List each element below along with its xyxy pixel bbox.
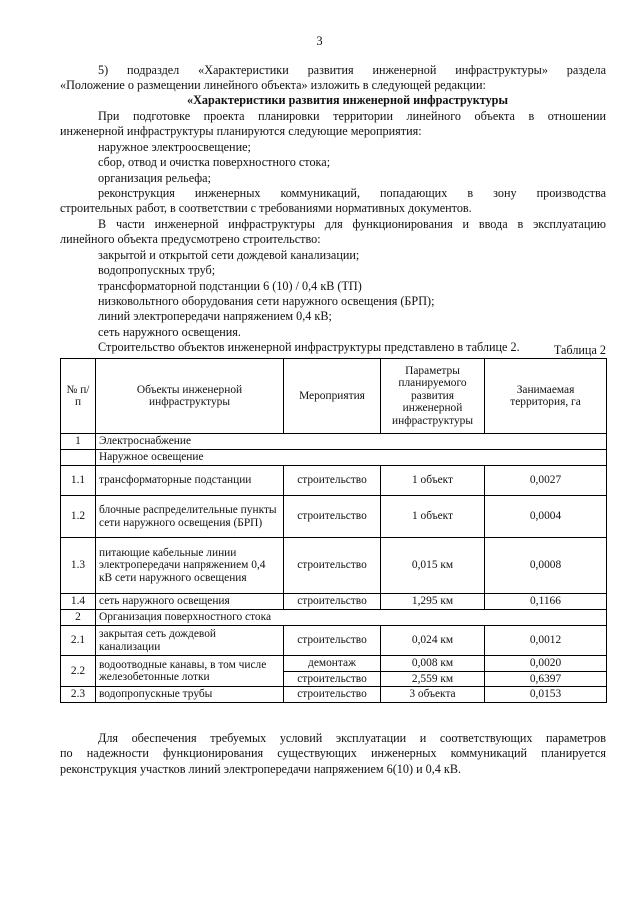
row-num: 1.1 — [61, 466, 96, 496]
intro-line-2: «Положение о размещении линейного объекта» изложить в следующей редакции: — [60, 78, 486, 92]
row-area: 0,0004 — [485, 496, 607, 538]
row-area: 0,1166 — [485, 594, 607, 610]
row-num: 1.4 — [61, 594, 96, 610]
section-num: 1 — [61, 434, 96, 450]
row-object: блочные распределительные пункты сети наружного освещения (БРП) — [96, 496, 284, 538]
closing-line-1: Для обеспечения требуемых условий эксплуатации и соответствующих параметров — [98, 731, 606, 745]
header-measures: Мероприятия — [284, 359, 381, 434]
row-num: 2.3 — [61, 687, 96, 703]
row-measure: демонтаж — [284, 656, 381, 672]
page-number: 3 — [316, 34, 323, 48]
para1-line-1: При подготовке проекта планировки территории линейного объекта в отношении — [98, 109, 606, 123]
para1-line-2: инженерной инфраструктуры планируются следующие мероприятия: — [60, 124, 422, 138]
row-param: 1 объект — [381, 496, 485, 538]
header-num: № п/п — [61, 359, 96, 434]
row-object: закрытая сеть дождевой канализации — [96, 626, 284, 656]
table-row — [61, 538, 607, 594]
table-section-row — [61, 434, 607, 450]
row-area: 0,0008 — [485, 538, 607, 594]
construction-item: трансформаторной подстанции 6 (10) / 0,4 кВ (ТП) — [98, 279, 362, 293]
row-param: 2,559 км — [381, 671, 485, 687]
header-area: Занимаемая территория, га — [485, 359, 607, 434]
row-measure: строительство — [284, 671, 381, 687]
construction-item: закрытой и открытой сети дождевой канализации; — [98, 248, 360, 262]
row-area: 0,6397 — [485, 671, 607, 687]
row-area: 0,0012 — [485, 626, 607, 656]
closing-line-2: по надежности функционирования существующих инженерных коммуникаций планируется — [60, 746, 606, 760]
header-objects: Объекты инженерной инфраструктуры — [96, 359, 284, 434]
table-row — [61, 626, 607, 656]
row-object: водоотводные канавы, в том числе железобетонные лотки — [96, 656, 284, 687]
table-row — [61, 466, 607, 496]
construction-item: сеть наружного освещения. — [98, 325, 241, 339]
measure-item: сбор, отвод и очистка поверхностного стока; — [98, 155, 331, 169]
closing-line-3: реконструкция участков линий электропередачи напряжением 6(10) и 0,4 кВ. — [60, 762, 462, 776]
row-area: 0,0020 — [485, 656, 607, 672]
table-row — [61, 656, 607, 672]
row-num: 2.2 — [61, 656, 96, 687]
section-heading: «Характеристики развития инженерной инфраструктуры — [187, 93, 508, 107]
subsection-title: Наружное освещение — [96, 450, 607, 466]
row-param: 0,015 км — [381, 538, 485, 594]
measure-item-4-line-2: строительных работ, в соответствии с требованиями нормативных документов. — [60, 201, 472, 215]
measure-item: наружное электроосвещение; — [98, 140, 251, 154]
table-subsection-row — [61, 450, 607, 466]
row-area: 0,0027 — [485, 466, 607, 496]
header-params: Параметры планируемого развития инженерной инфраструктуры — [381, 359, 485, 434]
row-object: сеть наружного освещения — [96, 594, 284, 610]
row-num: 1.3 — [61, 538, 96, 594]
row-measure: строительство — [284, 594, 381, 610]
table-section-row — [61, 610, 607, 626]
construction-item: низковольтного оборудования сети наружного освещения (БРП); — [98, 294, 435, 308]
row-object: трансформаторные подстанции — [96, 466, 284, 496]
row-measure: строительство — [284, 626, 381, 656]
table-caption: Таблица 2 — [553, 343, 606, 357]
row-object: водопропускные трубы — [96, 687, 284, 703]
section-title: Организация поверхностного стока — [96, 610, 607, 626]
infrastructure-table — [60, 358, 607, 703]
para2-line-2: линейного объекта предусмотрено строительство: — [60, 232, 321, 246]
row-param: 3 объекта — [381, 687, 485, 703]
row-object: питающие кабельные линии электропередачи напряжением 0,4 кВ сети наружного освещения — [96, 538, 284, 594]
row-measure: строительство — [284, 687, 381, 703]
row-param: 1,295 км — [381, 594, 485, 610]
section-num: 2 — [61, 610, 96, 626]
row-param: 0,008 км — [381, 656, 485, 672]
table-row — [61, 687, 607, 703]
row-measure: строительство — [284, 466, 381, 496]
section-title: Электроснабжение — [96, 434, 607, 450]
table-header-row — [61, 359, 607, 434]
construction-item: линий электропередачи напряжением 0,4 кВ; — [98, 309, 332, 323]
table-intro: Строительство объектов инженерной инфраструктуры представлено в таблице 2. — [98, 340, 520, 354]
measure-item-4-line-1: реконструкция инженерных коммуникаций, попадающих в зону производства — [98, 186, 606, 200]
construction-item: водопропускных труб; — [98, 263, 216, 277]
row-measure: строительство — [284, 496, 381, 538]
table-row — [61, 496, 607, 538]
row-num: 2.1 — [61, 626, 96, 656]
para2-line-1: В части инженерной инфраструктуры для функционирования и ввода в эксплуатацию — [98, 217, 606, 231]
row-param: 0,024 км — [381, 626, 485, 656]
row-num: 1.2 — [61, 496, 96, 538]
table-row — [61, 594, 607, 610]
row-area: 0,0153 — [485, 687, 607, 703]
measure-item: организация рельефа; — [98, 171, 211, 185]
row-param: 1 объект — [381, 466, 485, 496]
intro-line-1: 5) подраздел «Характеристики развития инженерной инфраструктуры» раздела — [98, 63, 606, 77]
row-measure: строительство — [284, 538, 381, 594]
